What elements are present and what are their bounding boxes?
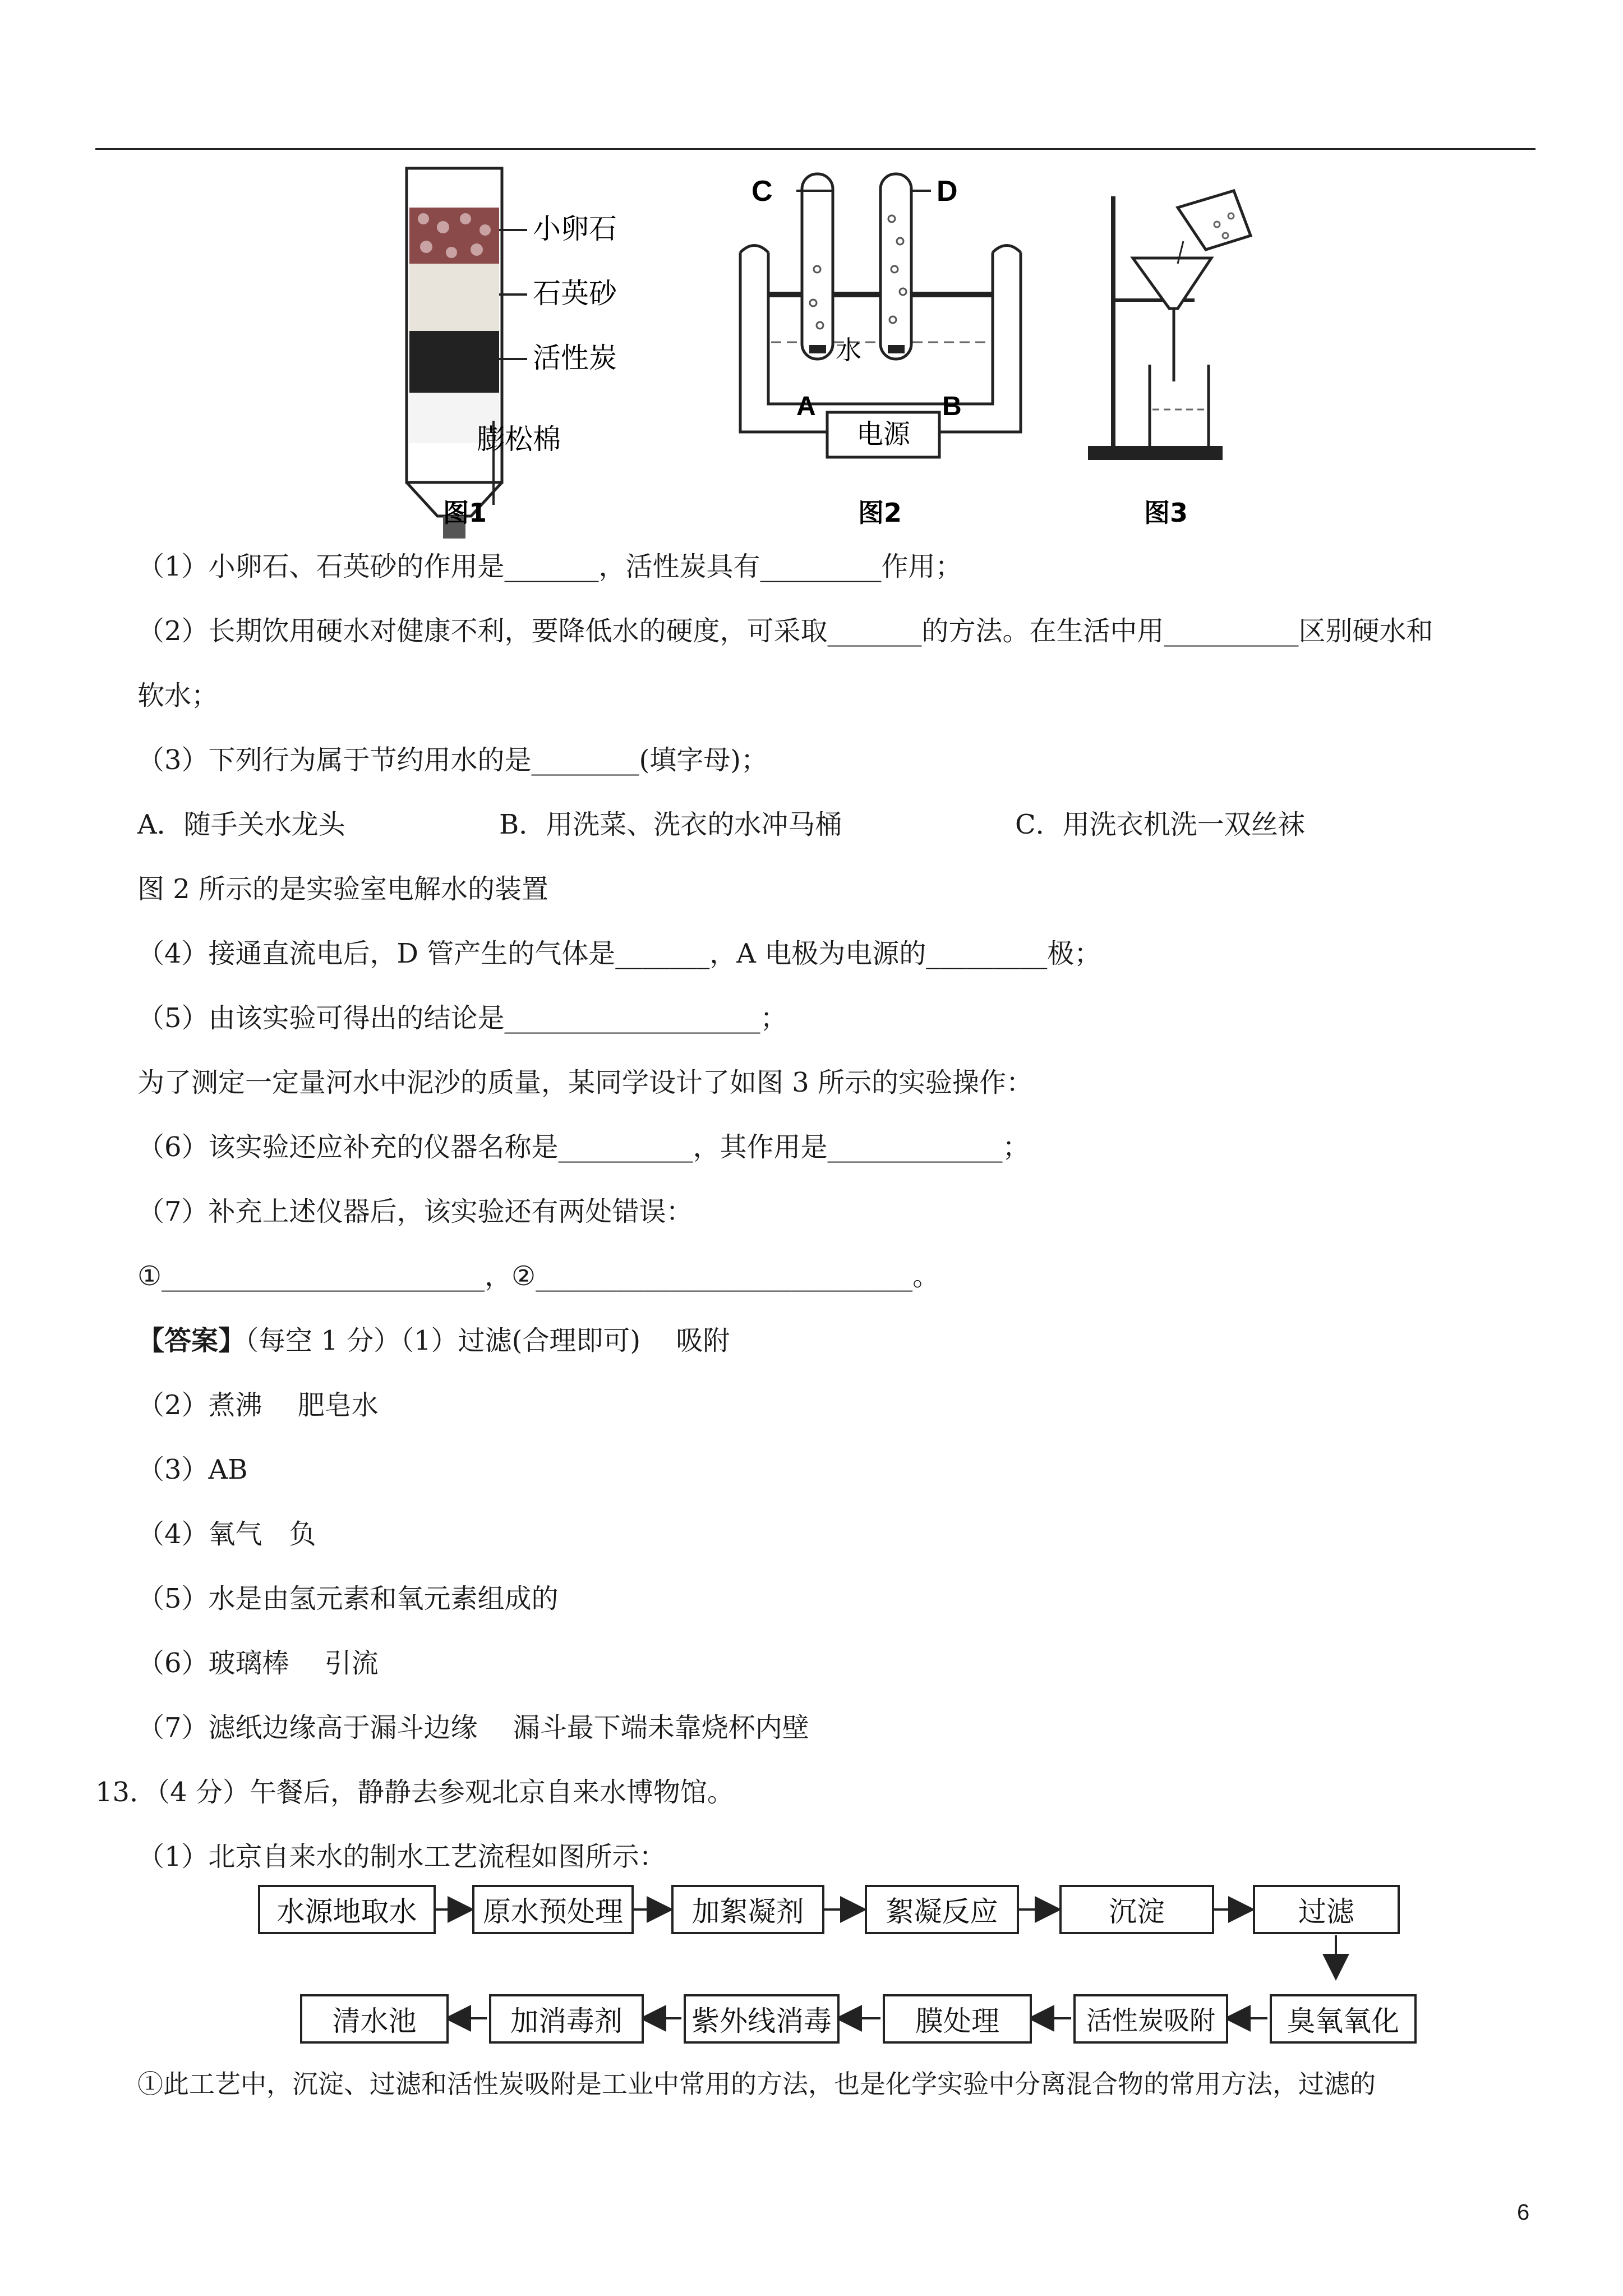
flow-step-ozone: 臭氧氧化 [1270, 1994, 1417, 2044]
answer-line-7: （7）滤纸边缘高于漏斗边缘 漏斗最下端未靠烧杯内壁 [137, 1712, 809, 1743]
fig3-caption: 图3 [1144, 498, 1188, 528]
carbon-layer [409, 331, 499, 393]
answer-line-6: （6）玻璃棒 引流 [137, 1648, 379, 1679]
flow-step-flocculation: 絮凝反应 [865, 1885, 1019, 1934]
q12-line-3: 软水； [137, 680, 219, 711]
answer-line-5: （5）水是由氢元素和氧元素组成的 [137, 1583, 559, 1614]
fig2-caption: 图2 [858, 498, 902, 528]
q12-line-2: （2）长期饮用硬水对健康不利，要降低水的硬度，可采取_______的方法。在生活中用__________区别硬水和 [137, 615, 1433, 647]
q12-line-9: ①________________________，②____________________________。 [137, 1260, 940, 1292]
answer-line-4: （4）氧气 负 [137, 1519, 316, 1550]
fig2-label-a: A [796, 392, 816, 421]
fig2-intro: 图 2 所示的是实验室电解水的装置 [137, 873, 549, 905]
q13-title: 13．（4 分）午餐后，静静去参观北京自来水博物馆。 [95, 1777, 734, 1808]
q12-line-8: （7）补充上述仪器后，该实验还有两处错误： [137, 1196, 693, 1227]
fig1-label-carbon: 活性炭 [533, 342, 617, 374]
fig2-label-c: C [751, 175, 773, 208]
flow-step-filter: 过滤 [1253, 1885, 1400, 1934]
flow-step-pretreat: 原水预处理 [472, 1885, 634, 1934]
fig1-label-pebble: 小卵石 [533, 213, 617, 245]
figures-row [0, 157, 1623, 539]
q12-line-1: （1）小卵石、石英砂的作用是_______，活性炭具有_________作用； [137, 551, 962, 582]
option-c: C．用洗衣机洗一双丝袜 [1015, 809, 1305, 840]
option-a: A．随手关水龙头 [137, 809, 345, 840]
answer-line-3: （3）AB [137, 1454, 248, 1485]
q13-sub1: （1）北京自来水的制水工艺流程如图所示： [137, 1841, 666, 1872]
q12-line-4: （3）下列行为属于节约用水的是________(填字母)； [137, 744, 768, 776]
page-number: 6 [1517, 2200, 1530, 2225]
q12-line-7: （6）该实验还应补充的仪器名称是__________，其作用是_____________； [137, 1131, 1030, 1163]
fig2-label-power: 电源 [856, 418, 911, 450]
fig2-label-b: B [942, 392, 962, 421]
option-b: B．用洗菜、洗衣的水冲马桶 [499, 809, 842, 840]
fig1-caption: 图1 [443, 498, 487, 528]
fig3-intro: 为了测定一定量河水中泥沙的质量，某同学设计了如图 3 所示的实验操作： [137, 1067, 1034, 1098]
flow-step-coagulant: 加絮凝剂 [671, 1885, 824, 1934]
q12-line-5: （4）接通直流电后，D 管产生的气体是_______，A 电极为电源的_________极； [137, 938, 1101, 969]
flow-step-clear-pool: 清水池 [300, 1994, 449, 2044]
flow-step-source: 水源地取水 [258, 1885, 436, 1934]
header-rule [95, 148, 1536, 150]
answer-text-1: （每空 1 分）（1）过滤(合理即可) 吸附 [245, 1325, 730, 1356]
flow-step-membrane: 膜处理 [883, 1994, 1032, 2044]
fig2-label-d: D [937, 175, 958, 208]
answer-line-2: （2）煮沸 肥皂水 [137, 1389, 379, 1421]
fig1-filter [407, 168, 618, 539]
fig2-electrolysis [740, 174, 1021, 457]
answer-line-1 [137, 1324, 730, 1358]
fig2-label-water: 水 [836, 335, 861, 365]
flow-step-sediment: 沉淀 [1059, 1885, 1214, 1934]
flow-step-uv: 紫外线消毒 [684, 1994, 840, 2044]
fig1-label-sand: 石英砂 [533, 277, 617, 310]
q12-line-6: （5）由该实验可得出的结论是___________________； [137, 1002, 787, 1034]
flow-step-disinfectant: 加消毒剂 [489, 1994, 644, 2044]
sand-layer [409, 264, 499, 331]
flow-step-carbon: 活性炭吸附 [1073, 1994, 1228, 2044]
answer-tag: 【答案】 [137, 1325, 246, 1356]
process-flowchart [0, 1874, 1623, 2064]
fig1-label-cotton: 膨松棉 [477, 423, 561, 455]
fig3-filtration [1088, 191, 1251, 460]
q13-last-line: ①此工艺中，沉淀、过滤和活性炭吸附是工业中常用的方法，也是化学实验中分离混合物的常用方法，过滤的 [137, 2069, 1376, 2099]
